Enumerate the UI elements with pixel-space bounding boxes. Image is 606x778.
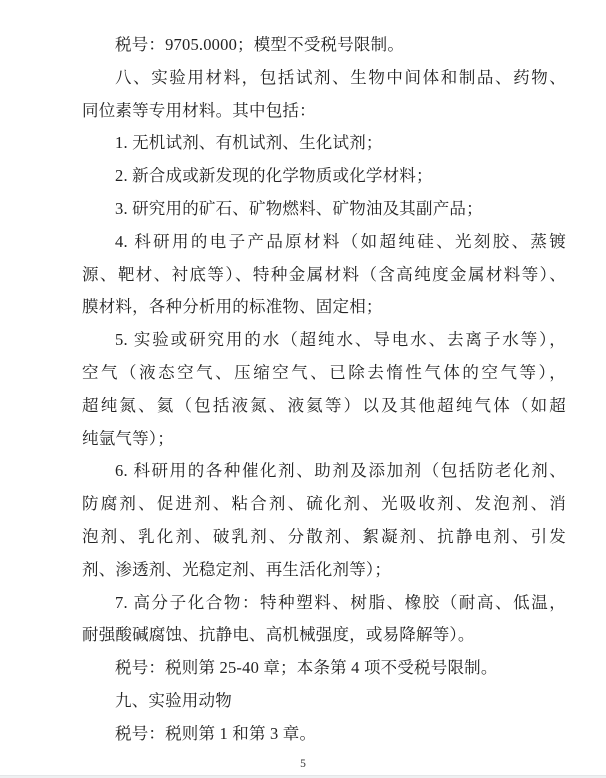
page-footer xyxy=(0,753,606,773)
text-line: 6. 科研用的各种催化剂、助剂及添加剂（包括防老化剂、 xyxy=(115,461,566,481)
text-line: 九、实验用动物 xyxy=(115,690,232,710)
text-line: 同位素等专用材料。其中包括： xyxy=(82,100,316,120)
text-line: 空气（液态空气、压缩空气、已除去惰性气体的空气等）， xyxy=(82,362,566,382)
text-line: 3. 研究用的矿石、矿物燃料、矿物油及其副产品； xyxy=(115,198,483,218)
text-line: 4. 科研用的电子产品原材料（如超纯硅、光刻胶、蒸镀 xyxy=(115,231,566,251)
text-line: 税号：税则第 25-40 章；本条第 4 项不受税号限制。 xyxy=(115,658,498,678)
text-line: 7. 高分子化合物：特种塑料、树脂、橡胶（耐高、低温， xyxy=(115,592,566,612)
text-line: 税号：9705.0000；模型不受税号限制。 xyxy=(115,35,405,54)
text-line: 八、实验用材料，包括试剂、生物中间体和制品、药物、 xyxy=(115,67,566,87)
text-line: 泡剂、乳化剂、破乳剂、分散剂、絮凝剂、抗静电剂、引发 xyxy=(82,526,566,546)
text-line: 2. 新合成或新发现的化学物质或化学材料； xyxy=(115,166,433,186)
text-line: 防腐剂、促进剂、粘合剂、硫化剂、光吸收剂、发泡剂、消 xyxy=(82,494,566,514)
text-line: 5. 实验或研究用的水（超纯水、导电水、去离子水等）， xyxy=(115,330,566,350)
page-number: 5 xyxy=(300,757,306,770)
text-line: 膜材料，各种分析用的标准物、固定相； xyxy=(82,297,383,317)
text-line: 剂、渗透剂、光稳定剂、再生活化剂等）； xyxy=(82,559,392,579)
text-line: 税号：税则第 1 和第 3 章。 xyxy=(115,723,317,743)
text-line: 耐强酸碱腐蚀、抗静电、高机械强度，或易降解等）。 xyxy=(82,625,475,645)
text-line: 超纯氮、氦（包括液氮、液氦等）以及其他超纯气体（如超 xyxy=(82,395,566,415)
text-line: 纯氩气等）； xyxy=(82,428,174,448)
text-line: 源、靶材、衬底等）、特种金属材料（含高纯度金属材料等）、 xyxy=(82,264,566,284)
text-line: 1. 无机试剂、有机试剂、生化试剂； xyxy=(115,133,383,153)
